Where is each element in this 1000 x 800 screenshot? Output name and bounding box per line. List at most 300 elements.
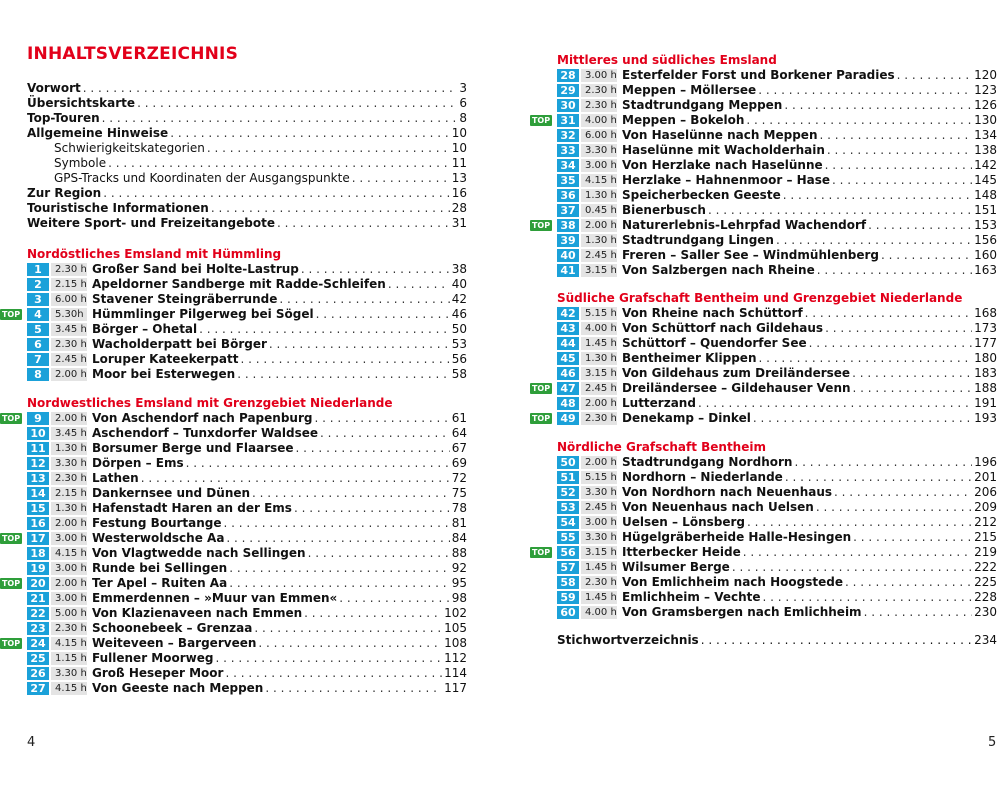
- leader-dots: [897, 68, 972, 83]
- tour-page: 215: [974, 530, 997, 544]
- leader-dots: [141, 471, 450, 486]
- tour-number: 59: [557, 591, 579, 604]
- tour-number: 46: [557, 367, 579, 380]
- tour-entry[interactable]: [27, 561, 467, 576]
- tour-number: 53: [557, 501, 579, 514]
- tour-entry[interactable]: [557, 485, 997, 500]
- tour-duration: 2.00 h: [581, 456, 617, 469]
- tour-number: 30: [557, 99, 579, 112]
- toc-entry[interactable]: [27, 186, 467, 201]
- tour-name: Denekamp – Dinkel: [622, 411, 751, 425]
- leader-dots: [845, 575, 972, 590]
- leader-dots: [732, 560, 972, 575]
- toc-entry-label: Schwierigkeitskategorien: [54, 141, 205, 155]
- tour-number: 15: [27, 502, 49, 515]
- index-label: Stichwortverzeichnis: [557, 633, 699, 647]
- toc-entry-label: GPS-Tracks und Koordinaten der Ausgangspunkte: [54, 171, 350, 185]
- tour-page: 177: [974, 336, 997, 350]
- leader-dots: [881, 248, 972, 263]
- tour-number: 41: [557, 264, 579, 277]
- leader-dots: [269, 337, 450, 352]
- leader-dots: [237, 367, 450, 382]
- tour-name: Runde bei Sellingen: [92, 561, 228, 575]
- tour-entry[interactable]: [27, 606, 467, 621]
- tour-entry[interactable]: [531, 545, 997, 560]
- tour-duration: 2.00 h: [581, 397, 617, 410]
- tour-name: Nordhorn – Niederlande: [622, 470, 783, 484]
- tour-entry[interactable]: [557, 336, 997, 351]
- toc-entry[interactable]: [27, 156, 467, 171]
- toc-entry[interactable]: [27, 171, 467, 186]
- tour-page: 78: [451, 501, 467, 515]
- leader-dots: [308, 546, 450, 561]
- tour-entry[interactable]: [27, 516, 467, 531]
- leader-dots: [809, 336, 972, 351]
- tour-name: Stadtrundgang Nordhorn: [622, 455, 793, 469]
- tour-duration: 2.45 h: [581, 382, 617, 395]
- toc-entry-page: 31: [451, 216, 467, 230]
- tour-number: 11: [27, 442, 49, 455]
- leader-dots: [832, 173, 972, 188]
- tour-number: 45: [557, 352, 579, 365]
- toc-entry-page: 11: [451, 156, 467, 170]
- toc-entry-label: Übersichtskarte: [27, 96, 136, 110]
- tour-entry[interactable]: [27, 651, 467, 666]
- tour-name: Lathen: [92, 471, 139, 485]
- tour-page: 42: [451, 292, 467, 306]
- tour-name: Stavener Steingräberrunde: [92, 292, 278, 306]
- tour-number: 13: [27, 472, 49, 485]
- tour-page: 191: [974, 396, 997, 410]
- tour-duration: 2.15 h: [51, 278, 87, 291]
- tour-name: Von Haselünne nach Meppen: [622, 128, 818, 142]
- tour-name: Aschendorf – Tunxdorfer Waldsee: [92, 426, 319, 440]
- tour-entry[interactable]: [1, 576, 467, 591]
- tour-number: 27: [27, 682, 49, 695]
- tour-page: 228: [974, 590, 997, 604]
- toc-entry-label: Allgemeine Hinweise: [27, 126, 169, 140]
- leader-dots: [352, 171, 450, 186]
- tour-entry[interactable]: [27, 277, 467, 292]
- tour-entry[interactable]: [557, 98, 997, 113]
- tour-name: Borsumer Berge und Flaarsee: [92, 441, 294, 455]
- tour-page: 102: [444, 606, 467, 620]
- toc-entry-page: 3: [459, 81, 467, 95]
- tour-entry[interactable]: [557, 321, 997, 336]
- tour-duration: 5.00 h: [51, 607, 87, 620]
- tour-entry[interactable]: [557, 306, 997, 321]
- leader-dots: [199, 322, 450, 337]
- tour-name: Hügelgräberheide Halle-Hesingen: [622, 530, 852, 544]
- tour-duration: 2.00 h: [51, 412, 87, 425]
- tour-name: Börger – Ohetal: [92, 322, 198, 336]
- tour-number: 20: [27, 577, 49, 590]
- tour-number: 60: [557, 606, 579, 619]
- tour-entry[interactable]: [557, 263, 997, 278]
- tour-entry[interactable]: [557, 396, 997, 411]
- tour-page: 222: [974, 560, 997, 574]
- tour-name: Hümmlinger Pilgerweg bei Sögel: [92, 307, 314, 321]
- top-badge: TOP: [1, 534, 21, 543]
- tour-entry[interactable]: [1, 307, 467, 322]
- tour-entry[interactable]: [27, 471, 467, 486]
- leader-dots: [316, 307, 450, 322]
- tour-number: 32: [557, 129, 579, 142]
- tour-page: 188: [974, 381, 997, 395]
- tour-name: Itterbecker Heide: [622, 545, 741, 559]
- tour-entry[interactable]: [557, 233, 997, 248]
- tour-page: 225: [974, 575, 997, 589]
- tour-duration: 2.30 h: [581, 99, 617, 112]
- tour-page: 72: [451, 471, 467, 485]
- tour-page: 40: [451, 277, 467, 291]
- toc-entry-label: Weitere Sport- und Freizeitangebote: [27, 216, 275, 230]
- leader-dots: [776, 233, 972, 248]
- tour-name: Bentheimer Klippen: [622, 351, 757, 365]
- leader-dots: [207, 141, 450, 156]
- tour-number: 7: [27, 353, 49, 366]
- tour-entry[interactable]: [557, 366, 997, 381]
- index-entry[interactable]: [557, 633, 997, 648]
- tour-entry[interactable]: [557, 143, 997, 158]
- region-noerdliche-grafschaft: [531, 439, 997, 620]
- tour-entry[interactable]: [27, 262, 467, 277]
- tour-name: Hafenstadt Haren an der Ems: [92, 501, 292, 515]
- top-badge: TOP: [531, 221, 551, 230]
- tour-duration: 1.30 h: [581, 352, 617, 365]
- tour-entry[interactable]: [531, 218, 997, 233]
- tour-name: Uelsen – Lönsberg: [622, 515, 745, 529]
- tour-entry[interactable]: [557, 455, 997, 470]
- toc-entry[interactable]: [27, 141, 467, 156]
- tour-duration: 2.00 h: [581, 219, 617, 232]
- tour-entry[interactable]: [1, 531, 467, 546]
- tour-page: 193: [974, 411, 997, 425]
- leader-dots: [294, 501, 450, 516]
- leader-dots: [108, 156, 450, 171]
- tour-duration: 2.30 h: [51, 263, 87, 276]
- leader-dots: [225, 666, 442, 681]
- tour-duration: 2.45 h: [581, 249, 617, 262]
- tour-page: 138: [974, 143, 997, 157]
- tour-entry[interactable]: [531, 411, 997, 426]
- tour-name: Schoonebeek – Grenzaa: [92, 621, 253, 635]
- tour-name: Fullener Moorweg: [92, 651, 214, 665]
- tour-name: Speicherbecken Geeste: [622, 188, 781, 202]
- leader-dots: [753, 411, 972, 426]
- tour-duration: 2.30 h: [51, 472, 87, 485]
- tour-duration: 1.30 h: [581, 234, 617, 247]
- tour-page: 209: [974, 500, 997, 514]
- tour-duration: 3.00 h: [51, 592, 87, 605]
- leader-dots: [783, 188, 972, 203]
- tour-page: 98: [451, 591, 467, 605]
- tour-entry[interactable]: [557, 530, 997, 545]
- tour-duration: 3.00 h: [51, 532, 87, 545]
- toc-entry[interactable]: [27, 96, 467, 111]
- tour-name: Wacholderpatt bei Börger: [92, 337, 267, 351]
- tour-number: 58: [557, 576, 579, 589]
- tour-entry[interactable]: [27, 456, 467, 471]
- tour-entry[interactable]: [1, 411, 467, 426]
- tour-entry[interactable]: [557, 203, 997, 218]
- tour-entry[interactable]: [557, 500, 997, 515]
- leader-dots: [853, 381, 973, 396]
- tour-page: 61: [451, 411, 467, 425]
- tour-page: 173: [974, 321, 997, 335]
- region-title: Südliche Grafschaft Bentheim und Grenzgebiet Niederlande: [557, 291, 963, 305]
- tour-page: 120: [974, 68, 997, 82]
- toc-entry[interactable]: [27, 216, 467, 231]
- region-mittel-sued: [531, 52, 997, 278]
- tour-number: 42: [557, 307, 579, 320]
- leader-dots: [258, 636, 442, 651]
- tour-duration: 3.00 h: [581, 516, 617, 529]
- tour-number: 39: [557, 234, 579, 247]
- tour-name: Von Neuenhaus nach Uelsen: [622, 500, 814, 514]
- tour-name: Schüttorf – Quendorfer See: [622, 336, 807, 350]
- tour-entry[interactable]: [557, 590, 997, 605]
- tour-entry[interactable]: [557, 470, 997, 485]
- tour-number: 9: [27, 412, 49, 425]
- toc-entry-label: Vorwort: [27, 81, 81, 95]
- tour-page: 156: [974, 233, 997, 247]
- leader-dots: [820, 128, 973, 143]
- tour-page: 75: [451, 486, 467, 500]
- tour-duration: 2.30 h: [581, 412, 617, 425]
- tour-duration: 3.30 h: [581, 486, 617, 499]
- index-page: 234: [974, 633, 997, 647]
- tour-page: 206: [974, 485, 997, 499]
- tour-entry[interactable]: [557, 188, 997, 203]
- tour-entry[interactable]: [27, 367, 467, 382]
- tour-page: 64: [451, 426, 467, 440]
- toc-entry[interactable]: [27, 201, 467, 216]
- top-badge: TOP: [1, 414, 21, 423]
- tour-entry[interactable]: [27, 352, 467, 367]
- tour-duration: 3.30 h: [581, 531, 617, 544]
- tour-entry[interactable]: [27, 337, 467, 352]
- toc-entry-page: 16: [451, 186, 467, 200]
- tour-entry[interactable]: [557, 351, 997, 366]
- tour-duration: 2.00 h: [51, 577, 87, 590]
- leader-dots: [816, 500, 972, 515]
- tour-number: 50: [557, 456, 579, 469]
- tour-number: 33: [557, 144, 579, 157]
- tour-page: 151: [974, 203, 997, 217]
- tour-page: 105: [444, 621, 467, 635]
- leader-dots: [747, 515, 972, 530]
- toc-entry[interactable]: [27, 81, 467, 96]
- tour-entry[interactable]: [27, 426, 467, 441]
- tour-duration: 5.30h: [51, 308, 87, 321]
- tour-entry[interactable]: [27, 441, 467, 456]
- tour-page: 88: [451, 546, 467, 560]
- tour-duration: 3.00 h: [581, 159, 617, 172]
- toc-entry-label: Top-Touren: [27, 111, 100, 125]
- tour-number: 3: [27, 293, 49, 306]
- tour-entry[interactable]: [27, 621, 467, 636]
- leader-dots: [215, 651, 442, 666]
- tour-entry[interactable]: [531, 113, 997, 128]
- tour-entry[interactable]: [557, 515, 997, 530]
- leader-dots: [853, 530, 972, 545]
- tour-page: 230: [974, 605, 997, 619]
- tour-page: 126: [974, 98, 997, 112]
- tour-entry[interactable]: [557, 83, 997, 98]
- tour-page: 148: [974, 188, 997, 202]
- tour-name: Freren – Saller See – Windmühlenberg: [622, 248, 880, 262]
- leader-dots: [758, 83, 972, 98]
- tour-number: 21: [27, 592, 49, 605]
- tour-duration: 3.30 h: [51, 457, 87, 470]
- tour-number: 6: [27, 338, 49, 351]
- tour-name: Naturerlebnis-Lehrpfad Wachendorf: [622, 218, 867, 232]
- tour-number: 4: [27, 308, 49, 321]
- tour-page: 142: [974, 158, 997, 172]
- tour-entry[interactable]: [557, 128, 997, 143]
- tour-number: 43: [557, 322, 579, 335]
- tour-page: 84: [451, 531, 467, 545]
- tour-number: 1: [27, 263, 49, 276]
- leader-dots: [805, 306, 972, 321]
- tour-duration: 4.15 h: [51, 682, 87, 695]
- tour-number: 14: [27, 487, 49, 500]
- tour-number: 23: [27, 622, 49, 635]
- tour-number: 47: [557, 382, 579, 395]
- tour-duration: 6.00 h: [581, 129, 617, 142]
- tour-page: 168: [974, 306, 997, 320]
- tour-entry[interactable]: [27, 322, 467, 337]
- tour-page: 58: [451, 367, 467, 381]
- toc-entry-label: Touristische Informationen: [27, 201, 209, 215]
- tour-page: 81: [451, 516, 467, 530]
- leader-dots: [279, 292, 449, 307]
- tour-duration: 4.15 h: [51, 637, 87, 650]
- tour-entry[interactable]: [27, 666, 467, 681]
- leader-dots: [226, 531, 449, 546]
- tour-number: 44: [557, 337, 579, 350]
- tour-name: Esterfelder Forst und Borkener Paradies: [622, 68, 895, 82]
- tour-entry[interactable]: [557, 173, 997, 188]
- tour-entry[interactable]: [557, 158, 997, 173]
- tour-entry[interactable]: [557, 575, 997, 590]
- tour-name: Von Schüttorf nach Gildehaus: [622, 321, 824, 335]
- tour-duration: 1.15 h: [51, 652, 87, 665]
- tour-page: 114: [444, 666, 467, 680]
- toc-entry-label: Symbole: [54, 156, 107, 170]
- leader-dots: [785, 470, 972, 485]
- tour-name: Groß Heseper Moor: [92, 666, 224, 680]
- tour-entry[interactable]: [27, 486, 467, 501]
- tour-duration: 5.15 h: [581, 471, 617, 484]
- tour-name: Festung Bourtange: [92, 516, 222, 530]
- tour-name: Stadtrundgang Meppen: [622, 98, 783, 112]
- tour-number: 55: [557, 531, 579, 544]
- leader-dots: [825, 321, 972, 336]
- tour-entry[interactable]: [27, 681, 467, 696]
- tour-entry[interactable]: [531, 381, 997, 396]
- tour-number: 34: [557, 159, 579, 172]
- tour-page: 108: [444, 636, 467, 650]
- tour-entry[interactable]: [27, 546, 467, 561]
- tour-page: 112: [444, 651, 467, 665]
- tour-name: Von Rheine nach Schüttorf: [622, 306, 803, 320]
- tour-entry[interactable]: [557, 248, 997, 263]
- tour-page: 56: [451, 352, 467, 366]
- leader-dots: [864, 605, 973, 620]
- tour-page: 46: [451, 307, 467, 321]
- top-badge: TOP: [1, 579, 21, 588]
- tour-name: Von Herzlake nach Haselünne: [622, 158, 823, 172]
- tour-entry[interactable]: [27, 501, 467, 516]
- tour-duration: 4.15 h: [581, 174, 617, 187]
- tour-page: 95: [451, 576, 467, 590]
- tour-entry[interactable]: [557, 605, 997, 620]
- tour-number: 26: [27, 667, 49, 680]
- tour-page: 38: [451, 262, 467, 276]
- tour-name: Von Klazienaveen nach Emmen: [92, 606, 303, 620]
- tour-entry[interactable]: [557, 68, 997, 83]
- leader-dots: [763, 590, 973, 605]
- leader-dots: [339, 591, 449, 606]
- tour-number: 31: [557, 114, 579, 127]
- leader-dots: [852, 366, 972, 381]
- tour-number: 28: [557, 69, 579, 82]
- toc-entry-page: 28: [451, 201, 467, 215]
- leader-dots: [296, 441, 450, 456]
- tour-entry[interactable]: [1, 636, 467, 651]
- tour-name: Von Salzbergen nach Rheine: [622, 263, 815, 277]
- toc-entry-page: 10: [451, 126, 467, 140]
- tour-entry[interactable]: [27, 292, 467, 307]
- tour-name: Meppen – Bokeloh: [622, 113, 745, 127]
- tour-entry[interactable]: [27, 591, 467, 606]
- tour-number: 17: [27, 532, 49, 545]
- tour-duration: 6.00 h: [51, 293, 87, 306]
- leader-dots: [834, 485, 972, 500]
- leader-dots: [746, 113, 972, 128]
- region-suedliche-grafschaft: [531, 290, 997, 426]
- tour-duration: 2.30 h: [581, 84, 617, 97]
- tour-page: 201: [974, 470, 997, 484]
- tour-page: 123: [974, 83, 997, 97]
- tour-duration: 2.45 h: [581, 501, 617, 514]
- tour-name: Herzlake – Hahnenmoor – Hase: [622, 173, 831, 187]
- tour-entry[interactable]: [557, 560, 997, 575]
- tour-name: Bienerbusch: [622, 203, 706, 217]
- leader-dots: [137, 96, 457, 111]
- tour-duration: 1.30 h: [51, 502, 87, 515]
- tour-number: 48: [557, 397, 579, 410]
- tour-number: 22: [27, 607, 49, 620]
- tour-number: 18: [27, 547, 49, 560]
- leader-dots: [758, 351, 972, 366]
- tour-duration: 4.15 h: [51, 547, 87, 560]
- tour-name: Loruper Kateekerpatt: [92, 352, 239, 366]
- tour-number: 38: [557, 219, 579, 232]
- toc-entry[interactable]: [27, 111, 467, 126]
- page-number-right: 5: [988, 735, 997, 750]
- tour-page: 212: [974, 515, 997, 529]
- tour-duration: 3.15 h: [581, 264, 617, 277]
- tour-name: Haselünne mit Wacholderhain: [622, 143, 825, 157]
- leader-dots: [211, 201, 450, 216]
- tour-page: 117: [444, 681, 467, 695]
- toc-entry[interactable]: [27, 126, 467, 141]
- tour-duration: 3.15 h: [581, 546, 617, 559]
- leader-dots: [301, 262, 450, 277]
